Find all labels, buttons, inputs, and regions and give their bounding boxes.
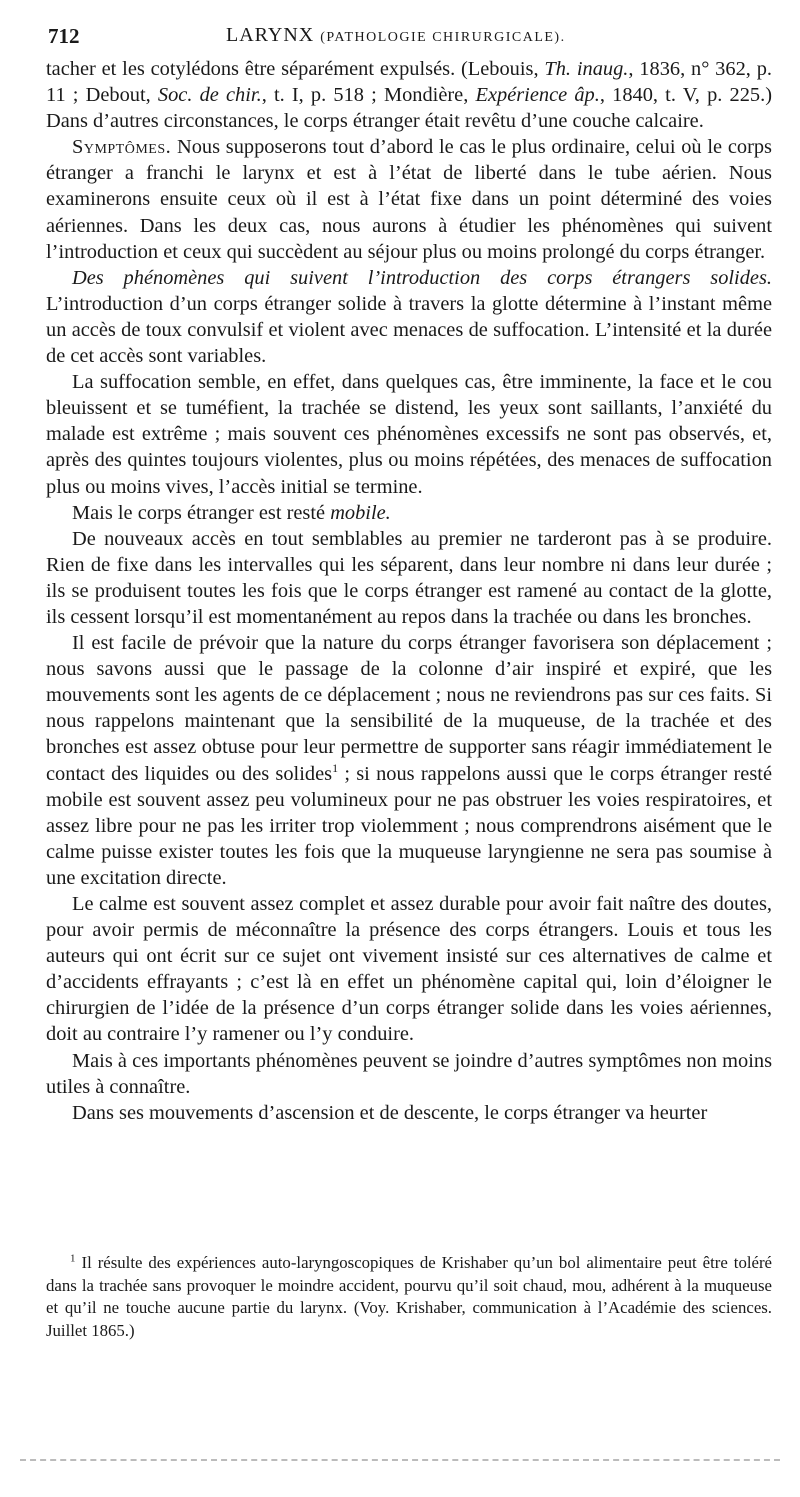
paragraph-symptomes bbox=[46, 134, 772, 264]
paragraph-autres-symptomes: Mais à ces importants phénomènes peuvent se joindre d’autres symptômes non moins utiles à connaître. bbox=[46, 1049, 772, 1098]
paragraph-calme: Le calme est souvent assez complet et assez durable pour avoir fait naître des doutes, pour avoir permis de méconnaître la présence des corps étrangers. Louis et tous les auteurs qui ont écrit sur ce sujet ont vivement insisté sur ces alternatives de calme et d’accidents effrayants ; c’est là en effet un phénomène capital qui, loin d’éloigner le chirurgien de l’idée de la présence d’un corps étranger solide dans les voies aériennes, doit au contraire l’y ramener ou l’y conduire. bbox=[46, 893, 772, 1046]
text-run: ; si nous rappelons aussi que le corps étranger resté mobile est souvent assez peu volumineux pour ne pas obstruer les voies respiratoires, et assez libre pour ne pas les irriter trop violemment ; nous comprendrons aisément que le calme puisse exister toutes les fois que la muqueuse laryngienne ne sera pas soumise à une excitation directe. bbox=[46, 762, 772, 889]
emphasis-italic: mobile. bbox=[330, 501, 391, 524]
text-run: Mais le corps étranger est resté bbox=[72, 501, 331, 524]
running-title-subtitle: (PATHOLOGIE CHIRURGICALE). bbox=[320, 30, 566, 45]
paragraph-ascension: Dans ses mouvements d’ascension et de descente, le corps étranger va heurter bbox=[72, 1101, 708, 1124]
paragraph-phenomenes bbox=[46, 265, 772, 369]
citation-italic: Soc. de chir. bbox=[157, 84, 262, 107]
running-title-main: LARYNX bbox=[226, 24, 315, 46]
text-run: , 1840, t. V, p. 225.) Dans d’autres circonstances, le corps étranger était revêtu d’une couche calcaire. bbox=[46, 84, 772, 133]
footnote-reference[interactable]: 1 bbox=[332, 760, 339, 775]
footnote-1 bbox=[46, 1252, 772, 1342]
paragraph-suffocation: La suffocation semble, en effet, dans quelques cas, être imminente, la face et le cou bleuissent et se tuméfient, la trachée se distend, les yeux sont saillants, l’anxiété du malade est extrême ; mais souvent ces phénomènes excessifs ne sont pas observés, et, après des quintes toujours violentes, plus ou moins répétées, des menaces de suffocation plus ou moins vives, l’accès initial se termine. bbox=[46, 371, 772, 498]
page-bottom-rule bbox=[20, 1459, 780, 1461]
page-header bbox=[46, 24, 772, 56]
page-number: 712 bbox=[48, 24, 80, 48]
paragraph-deplacement bbox=[46, 630, 772, 891]
citation-italic: Expérience âp. bbox=[475, 84, 600, 107]
text-run: , 1836, n° 362, p. 11 ; Debout, bbox=[46, 58, 772, 107]
footnote-text: Il résulte des expériences auto-laryngoscopiques de Krishaber qu’un bol alimentaire peut être toléré dans la trachée sans provoquer le moindre accident, pourvu qu’il soit chaud, mou, adhérent à la muqueuse et qu’il ne touche aucune partie du larynx. (Voy. Krishaber, communication à l’Académie des sciences. Juillet 1865.) bbox=[46, 1253, 772, 1340]
text-run: Il est facile de prévoir que la nature du corps étranger favorisera son déplacement ; nous savons aussi que le passage de la colonne d’air inspiré et expiré, que les mouvements sont les agents de ce déplacement ; nous ne reviendrons pas sur ces faits. Si nous rappelons maintenant que la sensibilité de la muqueuse, de la trachée et des bronches est assez obtuse pour leur permettre de supporter sans réagir immédiatement le contact des liquides ou des solides bbox=[46, 632, 772, 785]
paragraph-1 bbox=[46, 56, 772, 134]
text-run: Nous supposerons tout d’abord le cas le plus ordinaire, celui où le corps étranger a franchi le larynx et est à l’état de liberté dans le tube aérien. Nous examinerons ensuite ceux où il est à l’état fixe dans un point déterminé des voies aériennes. Dans les deux cas, nous aurons à étudier les phénomènes qui suivent l’introduction et ceux qui succèdent au séjour plus ou moins prolongé du corps étranger. bbox=[46, 136, 772, 263]
text-run: tacher et les cotylédons être séparément expulsés. (Lebouis, bbox=[46, 58, 545, 80]
paragraph-nouveaux-acces: De nouveaux accès en tout semblables au premier ne tarderont pas à se produire. Rien de fixe dans les intervalles qui les séparent, dans leur nombre ni dans leur durée ; ils se produisent toutes les fois que le corps étranger est ramené au contact de la glotte, ils cessent lorsqu’il est momentanément au repos dans la trachée ou dans les bronches. bbox=[46, 527, 772, 628]
book-page bbox=[46, 24, 772, 1126]
paragraph-mobile bbox=[46, 500, 772, 526]
text-run: , t. I, p. 518 ; Mondière, bbox=[261, 84, 476, 107]
text-run: L’introduction d’un corps étranger solide à travers la glotte détermine à l’instant même un accès de toux convulsif et violent avec menaces de suffocation. L’intensité et la durée de cet accès sont variables. bbox=[46, 292, 772, 368]
body-text bbox=[46, 56, 772, 1126]
citation-italic: Th. inaug. bbox=[544, 58, 629, 80]
footnote-mark: 1 bbox=[70, 1252, 76, 1265]
section-lead: Symptômes. bbox=[72, 136, 172, 159]
running-title bbox=[226, 24, 566, 47]
subsection-heading: Des phénomènes qui suivent l’introduction des corps étrangers solides. bbox=[72, 266, 772, 289]
footnotes bbox=[46, 1252, 772, 1342]
